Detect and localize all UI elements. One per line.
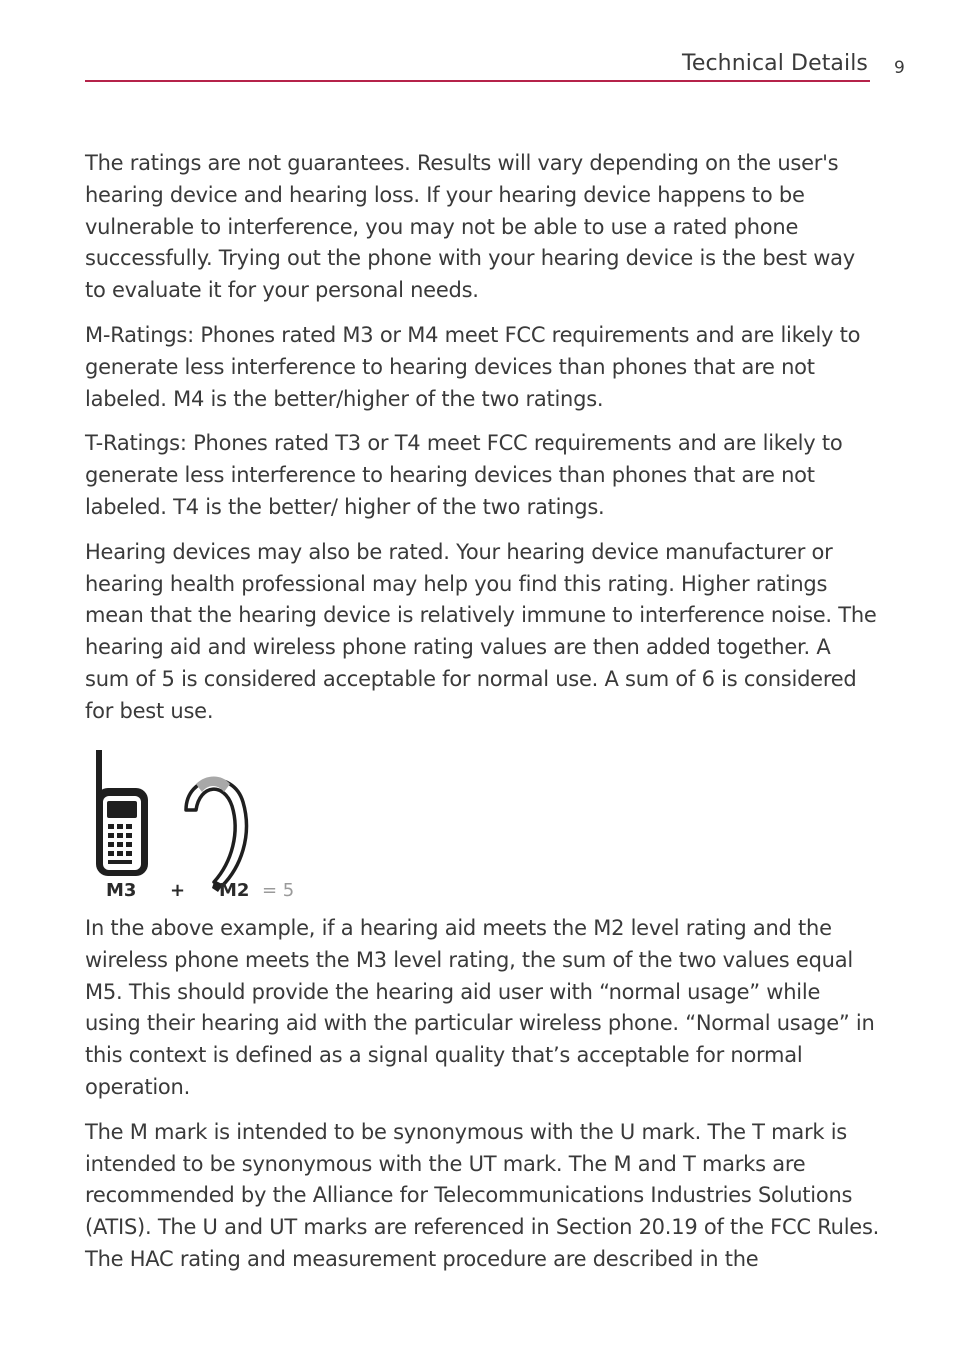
paragraph-m-t-marks: The M mark is intended to be synonymous with the U mark. The T mark is intended to be synonymous with the UT mark. The M and T marks are recommended by the Alliance for Telecommunications Industries Solutions (ATIS). The U and UT marks are referenced in Section 20.19 of the FCC Rules. The HAC rating and measurement procedure are described in the xyxy=(85,1119,880,1271)
header-rule xyxy=(85,80,870,82)
paragraph-hearing-devices: Hearing devices may also be rated. Your hearing device manufacturer or hearing health professional may help you find this rating. Higher ratings mean that the hearing device is relatively immune to interference noise. The hearing aid and wireless phone rating values are then added together. A sum of 5 is considered acceptable for normal use. A sum of 6 is considered for best use. xyxy=(85,539,877,723)
paragraph-m-ratings: M-Ratings: Phones rated M3 or M4 meet FCC requirements and are likely to generate less interference to hearing devices than phones that are not labeled. M4 is the better/higher of the two ratings. xyxy=(85,322,861,411)
sum-result: = 5 xyxy=(262,880,295,901)
body-text-bottom xyxy=(85,913,880,1289)
paragraph-example-explanation: In the above example, if a hearing aid meets the M2 level rating and the wireless phone meets the M3 level rating, the sum of the two values equal M5. This should provide the hearing aid user with “normal usage” while using their hearing aid with the particular wireless phone. “Normal usage” in this context is defined as a signal quality that’s acceptable for normal operation. xyxy=(85,916,875,1099)
body-text-top xyxy=(85,148,880,741)
aid-rating-label: M2 xyxy=(219,880,250,901)
plus-sign: + xyxy=(170,880,186,901)
page-number: 9 xyxy=(894,58,905,78)
cell-phone-icon xyxy=(92,742,152,882)
paragraph-t-ratings: T-Ratings: Phones rated T3 or T4 meet FCC requirements and are likely to generate less interference to hearing devices than phones that are not labeled. T4 is the better/ higher of the two ratings. xyxy=(85,431,843,519)
paragraph-ratings-disclaimer: The ratings are not guarantees. Results will vary depending on the user's hearing device and hearing loss. If your hearing device happens to be vulnerable to interference, you may not be able to use a rated phone successfully. Trying out the phone with your hearing device is the best way to evaluate it for your personal needs. xyxy=(85,151,855,303)
hac-rating-example-figure xyxy=(92,742,322,908)
phone-rating-label: M3 xyxy=(106,880,137,901)
page-header xyxy=(85,48,870,82)
section-title: Technical Details xyxy=(682,51,868,76)
